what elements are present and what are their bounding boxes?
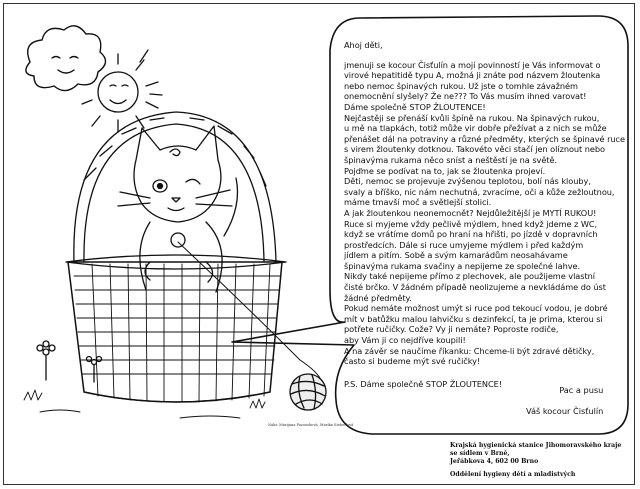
footer-line-2: Jeřábkova 4, 602 00 Brno [450,458,539,465]
footer-department: Oddělení hygieny dětí a mladistvých [450,471,576,478]
letter-line: Nejčastěji se přenáší kvůli špíně na rukou. Na špinavých rukou, [344,112,600,123]
letter-line: onemocnění slyšely? Že ne??? To Vás musím ihned varovat! [344,91,587,102]
letter-line: nebo nemoc špinavých rukou. Už jste o tomhle závažném [344,80,578,91]
letter-line: Pojďme se podívat na to, jak se žloutenka projeví. [344,165,546,176]
letter-greeting: Ahoj děti, [344,40,383,50]
footer-line-1: Krajská hygienická stanice Jihomoravského kraje se sídlem v Brně, [450,442,622,457]
letter-line: jídlem a pitím. Sobě a svým kamarádům neosahávame [344,250,568,261]
letter-line: svaly a bříško, nic nám nechutná, zvracíme, oči a kůže zežloutnou, [344,186,615,197]
letter-line: špinavýma rukama svačiny a nepijeme ze společné lahve. [344,260,581,271]
footer-institution [450,442,630,479]
letter-line: A jak žloutenkou neonemocnět? Nejdůležitější je MYTÍ RUKOU! [344,207,597,218]
letter-line: A na závěr se naučíme říkanku: Chceme-li být zdravé dětičky, [344,345,595,356]
closing-greeting: Pac a pusu [559,385,604,395]
flower-icon [37,341,102,382]
grass-strokes [24,390,265,418]
letter-line: Ruce si myjeme vždy pečlivě mýdlem, hned když jdeme z WC, [344,218,598,229]
letter-closing [526,385,604,416]
letter-line: často si budeme mýt své ručičky! [344,356,481,367]
cat-figure [118,126,238,292]
letter-ps: P.S. Dáme společně STOP ŽLOUTENCE! [344,378,502,389]
illustration-credit: Nakr. Marijana Pazourková, Marika Sieberlová [268,423,354,427]
letter-body [344,59,625,367]
letter-line: máme tmavší moč a světlejší stolici. [344,197,492,208]
basket-handle [74,112,276,262]
letter-line: Pokud nemáte možnost umýt si ruce pod tekoucí vodou, je dobré [344,303,608,314]
basket-weave [74,264,280,402]
letter-line: Nikdy také nepijeme přímo z plechovek, ale použijeme vlastní [344,271,595,282]
letter-line: čisté brčko. V žádném případě neolizujeme a nevkládáme do úst [344,282,606,293]
letter-line: špinavýma rukama něco sníst a neštěstí je na světě. [344,154,558,165]
letter-line: mít v batůžku malou lahvičku s dezinfekcí, ta je prima, kterou si [344,313,603,324]
letter-line: u mě na tlapkách, totiž může vir dobře přežívat a z nich se může [344,123,607,134]
letter-line: aby Vám ji co nejdříve koupili! [344,335,466,346]
letter-line: Děti, nemoc se projevuje zvýšenou teplotou, bolí nás klouby, [344,176,591,187]
letter-line: žádné předměty. [344,292,412,303]
basket-body [66,255,286,402]
letter-line: virové hepatitidě typu A, možná ji znáte pod názvem žloutenka [344,70,601,81]
letter-line: potřete ručičky. Cože? Vy ji nemáte? Poproste rodiče, [344,324,559,335]
letter-line: přenášet dál na potraviny a různé předměty, kterých se špinavé ruce [344,133,625,144]
letter-line: prostředcích. Dále si ruce umyjeme mýdlem i před každým [344,239,584,250]
letter-line: jmenuji se kocour Čisťulín a mojí povinností je Vás informovat o [344,59,601,70]
letter-line: Dáme společně STOP ŽLOUTENCE! [344,101,486,112]
letter-text [344,40,625,389]
cloud-icon [26,26,106,91]
letter-line: s virem žloutenky dotknou. Takovéto věci stačí jen olíznout nebo [344,144,605,155]
closing-signature: Váš kocour Čisťulín [526,405,604,416]
yarn-ball-icon [290,374,326,410]
letter-line: když se vrátíme domů po hraní na hřišti, po jízdě v dopravních [344,229,598,240]
